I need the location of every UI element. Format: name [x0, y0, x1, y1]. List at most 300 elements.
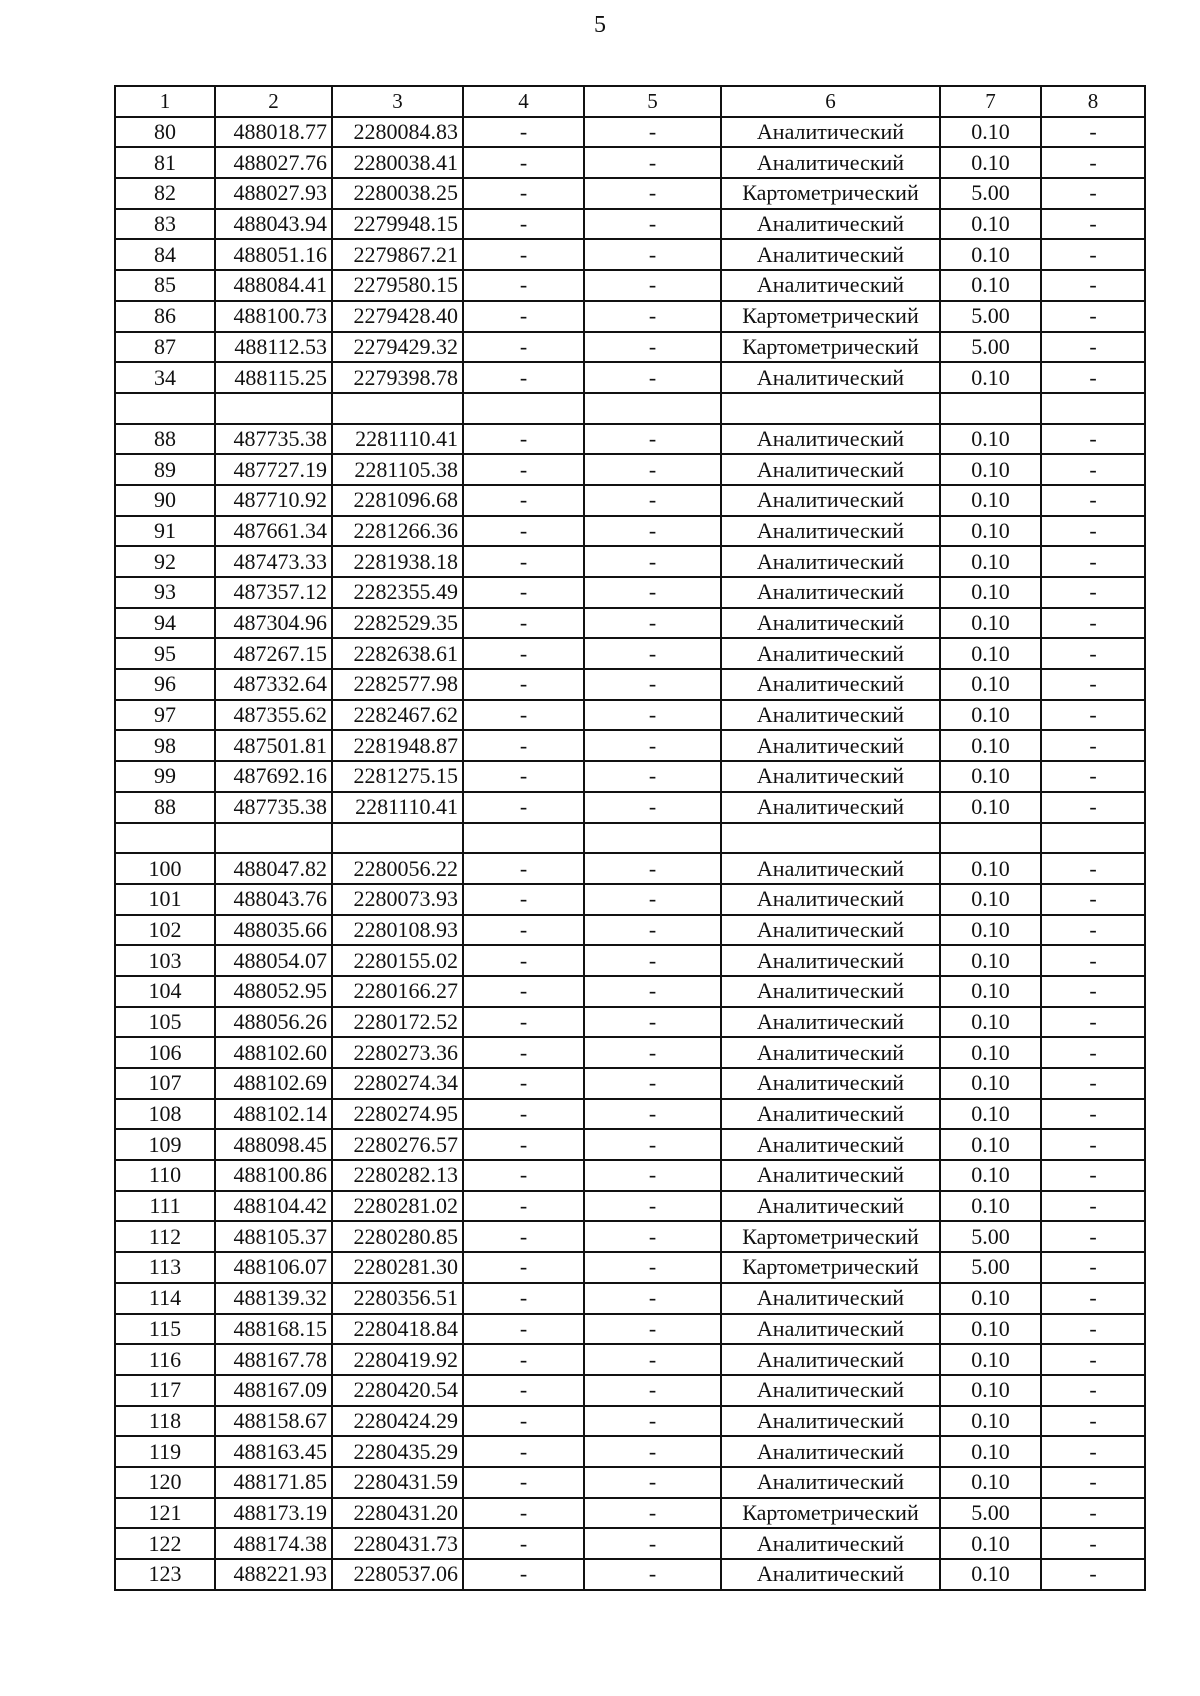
table-row	[115, 638, 1145, 669]
cell-method: Аналитический	[721, 362, 940, 393]
cell-col-8: -	[1041, 669, 1145, 700]
cell-method: Аналитический	[721, 1283, 940, 1314]
cell-accuracy: 5.00	[940, 1498, 1041, 1529]
cell-x-coordinate: 488043.76	[215, 884, 332, 915]
cell-y-coordinate: 2280281.30	[332, 1252, 463, 1283]
cell-col-5: -	[584, 424, 721, 455]
cell-y-coordinate: 2280420.54	[332, 1375, 463, 1406]
cell-point-number: 123	[115, 1559, 215, 1590]
cell-accuracy: 0.10	[940, 1037, 1041, 1068]
header-cell: 2	[215, 86, 332, 117]
cell-col-8: -	[1041, 1252, 1145, 1283]
cell-method: Аналитический	[721, 1406, 940, 1437]
cell-x-coordinate: 488221.93	[215, 1559, 332, 1590]
cell-accuracy: 0.10	[940, 1129, 1041, 1160]
table-row	[115, 1406, 1145, 1437]
cell-col-5: -	[584, 1007, 721, 1038]
cell-method: Аналитический	[721, 546, 940, 577]
cell-col-8: -	[1041, 884, 1145, 915]
cell-accuracy: 5.00	[940, 1221, 1041, 1252]
cell-method: Картометрический	[721, 332, 940, 363]
table-row	[115, 1436, 1145, 1467]
cell-y-coordinate: 2282577.98	[332, 669, 463, 700]
cell-point-number: 85	[115, 270, 215, 301]
cell-col-8: -	[1041, 1559, 1145, 1590]
table-row	[115, 301, 1145, 332]
cell-col-8: -	[1041, 1160, 1145, 1191]
cell-y-coordinate: 2280276.57	[332, 1129, 463, 1160]
cell-x-coordinate: 488106.07	[215, 1252, 332, 1283]
cell-y-coordinate: 2280056.22	[332, 853, 463, 884]
cell-y-coordinate: 2280084.83	[332, 117, 463, 148]
cell-col-8: -	[1041, 1068, 1145, 1099]
cell-x-coordinate: 488043.94	[215, 209, 332, 240]
cell-accuracy: 0.10	[940, 516, 1041, 547]
cell-col-8: -	[1041, 945, 1145, 976]
cell-col-5: -	[584, 730, 721, 761]
cell-point-number: 80	[115, 117, 215, 148]
cell-x-coordinate: 488139.32	[215, 1283, 332, 1314]
cell-method: Аналитический	[721, 1559, 940, 1590]
cell-x-coordinate: 487355.62	[215, 700, 332, 731]
cell-col-4: -	[463, 362, 584, 393]
cell-y-coordinate: 2280273.36	[332, 1037, 463, 1068]
cell-point-number: 114	[115, 1283, 215, 1314]
cell-col-4: -	[463, 669, 584, 700]
cell-col-4: -	[463, 485, 584, 516]
table-row	[115, 1283, 1145, 1314]
cell-point-number: 111	[115, 1191, 215, 1222]
table-row	[115, 608, 1145, 639]
table-row	[115, 209, 1145, 240]
cell-accuracy: 0.10	[940, 1406, 1041, 1437]
cell-col-5: -	[584, 1406, 721, 1437]
cell-point-number: 116	[115, 1344, 215, 1375]
cell-x-coordinate: 488173.19	[215, 1498, 332, 1529]
cell-method: Картометрический	[721, 1498, 940, 1529]
cell-y-coordinate: 2280108.93	[332, 915, 463, 946]
cell-point-number: 115	[115, 1314, 215, 1345]
cell-col-8: -	[1041, 362, 1145, 393]
cell-point-number: 110	[115, 1160, 215, 1191]
cell-point-number: 83	[115, 209, 215, 240]
cell-method: Аналитический	[721, 1344, 940, 1375]
cell-y-coordinate: 2280431.20	[332, 1498, 463, 1529]
cell-col-8: -	[1041, 577, 1145, 608]
cell-accuracy: 0.10	[940, 976, 1041, 1007]
cell-accuracy: 0.10	[940, 1375, 1041, 1406]
cell-col-5: -	[584, 884, 721, 915]
cell-accuracy: 0.10	[940, 1191, 1041, 1222]
cell-y-coordinate: 2280435.29	[332, 1436, 463, 1467]
cell-point-number: 87	[115, 332, 215, 363]
cell-col-8: -	[1041, 239, 1145, 270]
cell-x-coordinate: 488102.60	[215, 1037, 332, 1068]
cell-accuracy: 0.10	[940, 945, 1041, 976]
cell-col-4: -	[463, 1037, 584, 1068]
cell-col-4: -	[463, 730, 584, 761]
cell-method: Аналитический	[721, 117, 940, 148]
cell-accuracy: 5.00	[940, 301, 1041, 332]
cell-x-coordinate: 488027.93	[215, 178, 332, 209]
table-row	[115, 884, 1145, 915]
cell-method: Аналитический	[721, 1436, 940, 1467]
table-row	[115, 1375, 1145, 1406]
header-cell: 8	[1041, 86, 1145, 117]
cell-point-number: 118	[115, 1406, 215, 1437]
cell-col-8: -	[1041, 1007, 1145, 1038]
cell-y-coordinate: 2282529.35	[332, 608, 463, 639]
cell-y-coordinate: 2280155.02	[332, 945, 463, 976]
table-row	[115, 178, 1145, 209]
cell-accuracy: 0.10	[940, 209, 1041, 240]
cell-y-coordinate: 2280038.25	[332, 178, 463, 209]
cell-col-4: -	[463, 546, 584, 577]
table-row	[115, 393, 1145, 424]
cell-method: Аналитический	[721, 1467, 940, 1498]
cell-col-8: -	[1041, 332, 1145, 363]
cell-col-4: -	[463, 1007, 584, 1038]
cell-method: Аналитический	[721, 608, 940, 639]
cell-x-coordinate: 488027.76	[215, 147, 332, 178]
cell-col-8: -	[1041, 178, 1145, 209]
cell-accuracy: 0.10	[940, 1559, 1041, 1590]
table-row	[115, 730, 1145, 761]
cell-method: Аналитический	[721, 424, 940, 455]
table-row	[115, 1129, 1145, 1160]
table-row	[115, 1099, 1145, 1130]
cell-y-coordinate: 2280274.34	[332, 1068, 463, 1099]
cell-col-5: -	[584, 1068, 721, 1099]
cell-x-coordinate: 488084.41	[215, 270, 332, 301]
table-row	[115, 485, 1145, 516]
table-row	[115, 1528, 1145, 1559]
cell-method: Аналитический	[721, 700, 940, 731]
cell-col-5: -	[584, 1283, 721, 1314]
cell-col-8: -	[1041, 1314, 1145, 1345]
table-row	[115, 915, 1145, 946]
header-cell: 3	[332, 86, 463, 117]
cell-x-coordinate: 488102.69	[215, 1068, 332, 1099]
cell-col-4: -	[463, 1191, 584, 1222]
cell-accuracy: 0.10	[940, 608, 1041, 639]
cell-y-coordinate: 2280431.59	[332, 1467, 463, 1498]
cell-col-5: -	[584, 1436, 721, 1467]
cell-point-number: 91	[115, 516, 215, 547]
cell-col-4: -	[463, 1160, 584, 1191]
cell-col-5: -	[584, 1129, 721, 1160]
cell-x-coordinate: 488105.37	[215, 1221, 332, 1252]
cell-col-5: -	[584, 700, 721, 731]
cell-point-number: 102	[115, 915, 215, 946]
cell-col-8: -	[1041, 1129, 1145, 1160]
cell-col-5: -	[584, 178, 721, 209]
cell-method: Аналитический	[721, 1037, 940, 1068]
cell-method: Аналитический	[721, 1068, 940, 1099]
cell-y-coordinate: 2279580.15	[332, 270, 463, 301]
cell-y-coordinate: 2280073.93	[332, 884, 463, 915]
cell-method: Аналитический	[721, 454, 940, 485]
cell-col-8: -	[1041, 761, 1145, 792]
cell-col-5: -	[584, 546, 721, 577]
cell-accuracy: 0.10	[940, 117, 1041, 148]
cell-col-5: -	[584, 976, 721, 1007]
cell-point-number: 106	[115, 1037, 215, 1068]
cell-col-4: -	[463, 1068, 584, 1099]
cell-col-5: -	[584, 792, 721, 823]
cell-point-number	[115, 393, 215, 424]
cell-method: Аналитический	[721, 516, 940, 547]
cell-accuracy: 0.10	[940, 1467, 1041, 1498]
cell-x-coordinate: 488102.14	[215, 1099, 332, 1130]
cell-accuracy: 0.10	[940, 1283, 1041, 1314]
cell-point-number: 120	[115, 1467, 215, 1498]
cell-accuracy	[940, 393, 1041, 424]
cell-col-4: -	[463, 117, 584, 148]
cell-point-number: 88	[115, 424, 215, 455]
cell-col-8: -	[1041, 424, 1145, 455]
cell-y-coordinate: 2280431.73	[332, 1528, 463, 1559]
cell-col-8: -	[1041, 147, 1145, 178]
cell-point-number	[115, 823, 215, 854]
cell-point-number: 94	[115, 608, 215, 639]
cell-point-number: 112	[115, 1221, 215, 1252]
cell-col-5: -	[584, 1252, 721, 1283]
cell-method: Картометрический	[721, 301, 940, 332]
cell-x-coordinate: 488018.77	[215, 117, 332, 148]
cell-accuracy: 0.10	[940, 761, 1041, 792]
cell-col-5: -	[584, 147, 721, 178]
cell-accuracy: 0.10	[940, 669, 1041, 700]
cell-y-coordinate: 2280419.92	[332, 1344, 463, 1375]
cell-x-coordinate: 488171.85	[215, 1467, 332, 1498]
coordinates-table	[114, 85, 1146, 1591]
cell-x-coordinate: 488100.73	[215, 301, 332, 332]
cell-col-8: -	[1041, 700, 1145, 731]
cell-point-number: 109	[115, 1129, 215, 1160]
cell-col-5: -	[584, 638, 721, 669]
cell-x-coordinate: 488167.09	[215, 1375, 332, 1406]
cell-col-8: -	[1041, 853, 1145, 884]
cell-col-5: -	[584, 1344, 721, 1375]
cell-point-number: 97	[115, 700, 215, 731]
cell-col-4: -	[463, 792, 584, 823]
cell-accuracy: 0.10	[940, 638, 1041, 669]
cell-method: Аналитический	[721, 270, 940, 301]
cell-accuracy: 0.10	[940, 1099, 1041, 1130]
cell-col-5: -	[584, 1498, 721, 1529]
cell-col-8: -	[1041, 1221, 1145, 1252]
cell-accuracy: 0.10	[940, 577, 1041, 608]
cell-accuracy: 5.00	[940, 178, 1041, 209]
cell-method: Аналитический	[721, 1160, 940, 1191]
cell-col-5: -	[584, 1191, 721, 1222]
cell-col-5: -	[584, 332, 721, 363]
cell-col-5: -	[584, 1467, 721, 1498]
cell-y-coordinate: 2279867.21	[332, 239, 463, 270]
cell-col-4: -	[463, 1498, 584, 1529]
cell-x-coordinate: 487304.96	[215, 608, 332, 639]
cell-point-number: 89	[115, 454, 215, 485]
cell-x-coordinate: 488035.66	[215, 915, 332, 946]
cell-col-5: -	[584, 362, 721, 393]
cell-x-coordinate: 488104.42	[215, 1191, 332, 1222]
table-row	[115, 362, 1145, 393]
table-row	[115, 1221, 1145, 1252]
cell-col-5: -	[584, 1559, 721, 1590]
cell-col-5: -	[584, 853, 721, 884]
cell-x-coordinate: 487710.92	[215, 485, 332, 516]
cell-col-8: -	[1041, 1099, 1145, 1130]
cell-point-number: 93	[115, 577, 215, 608]
cell-method: Аналитический	[721, 761, 940, 792]
cell-col-5: -	[584, 1221, 721, 1252]
cell-col-4: -	[463, 1344, 584, 1375]
cell-col-8: -	[1041, 730, 1145, 761]
cell-point-number: 81	[115, 147, 215, 178]
table-row	[115, 1191, 1145, 1222]
cell-method: Аналитический	[721, 1129, 940, 1160]
table-row	[115, 823, 1145, 854]
cell-point-number: 117	[115, 1375, 215, 1406]
cell-col-5: -	[584, 1314, 721, 1345]
cell-col-4: -	[463, 1099, 584, 1130]
cell-col-4: -	[463, 700, 584, 731]
table-row	[115, 147, 1145, 178]
cell-col-8: -	[1041, 117, 1145, 148]
cell-x-coordinate: 488098.45	[215, 1129, 332, 1160]
cell-accuracy: 0.10	[940, 730, 1041, 761]
header-cell: 4	[463, 86, 584, 117]
cell-col-4: -	[463, 761, 584, 792]
cell-point-number: 121	[115, 1498, 215, 1529]
cell-method: Картометрический	[721, 1252, 940, 1283]
cell-point-number: 104	[115, 976, 215, 1007]
cell-accuracy: 0.10	[940, 1528, 1041, 1559]
page-number: 5	[594, 12, 606, 38]
cell-col-8: -	[1041, 1283, 1145, 1314]
cell-y-coordinate: 2280280.85	[332, 1221, 463, 1252]
cell-col-8: -	[1041, 1528, 1145, 1559]
cell-col-4: -	[463, 1375, 584, 1406]
cell-y-coordinate: 2280274.95	[332, 1099, 463, 1130]
cell-point-number: 96	[115, 669, 215, 700]
cell-col-5: -	[584, 945, 721, 976]
table-row	[115, 516, 1145, 547]
cell-col-4: -	[463, 1221, 584, 1252]
cell-col-8: -	[1041, 608, 1145, 639]
table-row	[115, 270, 1145, 301]
cell-method: Картометрический	[721, 1221, 940, 1252]
cell-x-coordinate: 487727.19	[215, 454, 332, 485]
cell-x-coordinate	[215, 823, 332, 854]
cell-y-coordinate: 2280418.84	[332, 1314, 463, 1345]
cell-col-5: -	[584, 1160, 721, 1191]
cell-method: Аналитический	[721, 577, 940, 608]
cell-x-coordinate: 488052.95	[215, 976, 332, 1007]
cell-col-5: -	[584, 1099, 721, 1130]
cell-col-8: -	[1041, 976, 1145, 1007]
cell-col-4: -	[463, 1314, 584, 1345]
cell-method: Аналитический	[721, 915, 940, 946]
cell-col-4: -	[463, 301, 584, 332]
cell-col-8: -	[1041, 209, 1145, 240]
cell-accuracy: 0.10	[940, 1436, 1041, 1467]
cell-accuracy: 5.00	[940, 332, 1041, 363]
cell-y-coordinate: 2280172.52	[332, 1007, 463, 1038]
cell-method: Аналитический	[721, 945, 940, 976]
cell-accuracy: 0.10	[940, 1160, 1041, 1191]
cell-method: Аналитический	[721, 792, 940, 823]
cell-y-coordinate: 2281105.38	[332, 454, 463, 485]
table-row	[115, 792, 1145, 823]
cell-col-8: -	[1041, 1344, 1145, 1375]
table-row	[115, 1160, 1145, 1191]
cell-col-5: -	[584, 485, 721, 516]
table-row	[115, 1344, 1145, 1375]
cell-y-coordinate: 2280537.06	[332, 1559, 463, 1590]
cell-accuracy: 5.00	[940, 1252, 1041, 1283]
cell-x-coordinate	[215, 393, 332, 424]
cell-accuracy: 0.10	[940, 424, 1041, 455]
cell-col-4: -	[463, 1283, 584, 1314]
cell-point-number: 108	[115, 1099, 215, 1130]
cell-col-5: -	[584, 239, 721, 270]
cell-method: Аналитический	[721, 485, 940, 516]
cell-y-coordinate: 2281266.36	[332, 516, 463, 547]
cell-method: Аналитический	[721, 976, 940, 1007]
cell-point-number: 103	[115, 945, 215, 976]
cell-y-coordinate: 2279429.32	[332, 332, 463, 363]
cell-col-5	[584, 823, 721, 854]
cell-method: Аналитический	[721, 209, 940, 240]
cell-x-coordinate: 487267.15	[215, 638, 332, 669]
header-cell: 5	[584, 86, 721, 117]
cell-point-number: 95	[115, 638, 215, 669]
table-row	[115, 546, 1145, 577]
cell-col-4: -	[463, 638, 584, 669]
cell-y-coordinate: 2281096.68	[332, 485, 463, 516]
table-row	[115, 1314, 1145, 1345]
cell-col-4: -	[463, 516, 584, 547]
cell-point-number: 98	[115, 730, 215, 761]
table-row	[115, 454, 1145, 485]
cell-method	[721, 823, 940, 854]
cell-x-coordinate: 488054.07	[215, 945, 332, 976]
cell-accuracy: 0.10	[940, 1068, 1041, 1099]
cell-col-8: -	[1041, 792, 1145, 823]
cell-point-number: 90	[115, 485, 215, 516]
table-row	[115, 1252, 1145, 1283]
cell-point-number: 86	[115, 301, 215, 332]
cell-col-4: -	[463, 1252, 584, 1283]
table-row	[115, 1467, 1145, 1498]
cell-col-4	[463, 823, 584, 854]
cell-point-number: 88	[115, 792, 215, 823]
cell-y-coordinate: 2280282.13	[332, 1160, 463, 1191]
cell-accuracy: 0.10	[940, 792, 1041, 823]
cell-y-coordinate: 2280281.02	[332, 1191, 463, 1222]
cell-col-8: -	[1041, 1467, 1145, 1498]
cell-accuracy: 0.10	[940, 546, 1041, 577]
cell-accuracy: 0.10	[940, 362, 1041, 393]
cell-accuracy: 0.10	[940, 1344, 1041, 1375]
cell-col-4: -	[463, 178, 584, 209]
cell-col-5: -	[584, 1375, 721, 1406]
cell-x-coordinate: 488167.78	[215, 1344, 332, 1375]
cell-y-coordinate: 2282638.61	[332, 638, 463, 669]
cell-y-coordinate: 2281275.15	[332, 761, 463, 792]
